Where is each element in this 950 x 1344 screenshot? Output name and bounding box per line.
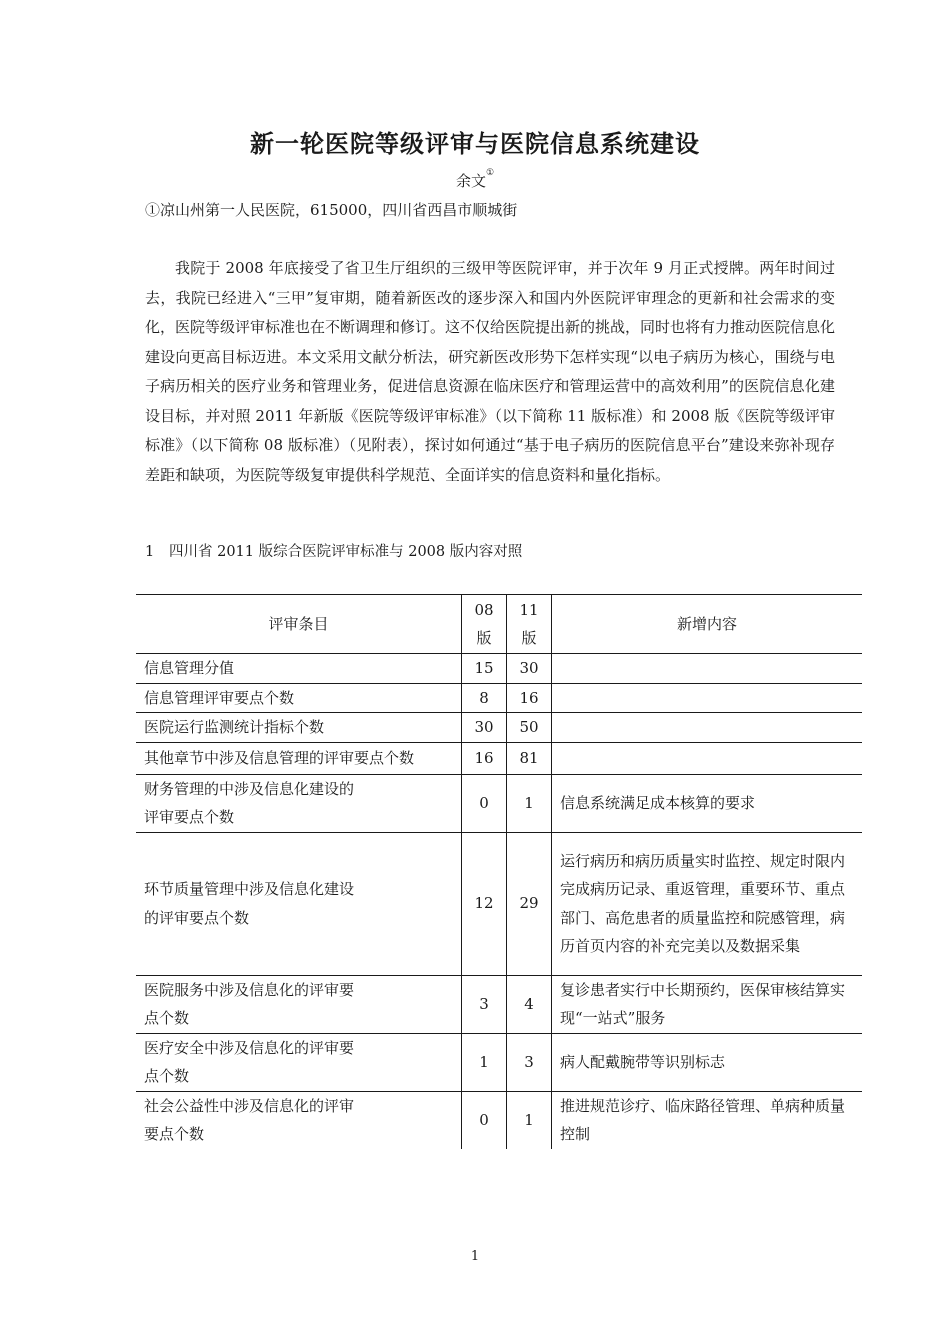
cell-item [136,832,462,975]
author-note-mark: ① [485,168,495,178]
cell-v11: 30 [507,654,552,684]
cell-item: 信息管理评审要点个数 [136,683,462,713]
cell-v11: 4 [507,975,552,1033]
header-v08: 08 版 [462,595,507,654]
cell-item: 信息管理分值 [136,654,462,684]
cell-v08: 15 [462,654,507,684]
cell-new-content: 运行病历和病历质量实时监控、规定时限内完成病历记录、重返管理，重要环节、重点部门、高危患者的质量监控和院感管理，病历首页内容的补充完美以及数据采集 [552,832,863,975]
cell-new-content [552,713,863,743]
cell-v11: 16 [507,683,552,713]
cell-item [136,975,462,1033]
cell-new-content: 病人配戴腕带等识别标志 [552,1033,863,1091]
article-title: 新一轮医院等级评审与医院信息系统建设 [250,130,700,158]
cell-item-text: 医疗安全中涉及信息化的评审要点个数 [144,1038,355,1085]
table-row [136,713,862,743]
cell-item-text: 医院服务中涉及信息化的评审要点个数 [144,980,355,1027]
cell-v11: 1 [507,774,552,832]
cell-item-text: 财务管理的中涉及信息化建设的评审要点个数 [144,779,355,826]
cell-item [136,1091,462,1149]
cell-v08: 0 [462,1091,507,1149]
header-v11: 11 版 [507,595,552,654]
table-row [136,774,862,832]
author-line [0,170,950,191]
cell-v11: 1 [507,1091,552,1149]
table-row [136,683,862,713]
cell-new-content: 复诊患者实行中长期预约，医保审核结算实现“一站式”服务 [552,975,863,1033]
cell-v11: 50 [507,713,552,743]
cell-v11: 29 [507,832,552,975]
section-heading [145,540,522,561]
cell-new-content [552,683,863,713]
cell-v08: 3 [462,975,507,1033]
cell-v08: 1 [462,1033,507,1091]
cell-item-text: 社会公益性中涉及信息化的评审要点个数 [144,1096,355,1144]
cell-v08: 12 [462,832,507,975]
abstract-paragraph: 我院于 2008 年底接受了省卫生厅组织的三级甲等医院评审，并于次年 9 月正式授牌。两年时间过去，我院已经进入“三甲”复审期，随着新医改的逐步深入和国内外医院评审理念的更新和社会需求的变化，医院等级评审标准也在不断调理和修订。这不仅给医院提出新的挑战，同时也将有力推动医院信息化建设向更高目标迈进。本文采用文献分析法，研究新医改形势下怎样实现“以电子病历为核心，围绕与电子病历相关的医疗业务和管理业务，促进信息资源在临床医疗和管理运营中的高效利用”的医院信息化建设目标，并对照 2011 年新版《医院等级评审标准》（以下简称 11 版标准）和 2008 版《医院等级评审标准》（以下简称 08 版标准）（见附表），探讨如何通过“基于电子病历的医院信息平台”建设来弥补现存差距和缺项，为医院等级复审提供科学规范、全面详实的信息资料和量化指标。 [145,259,836,484]
table-row [136,1091,862,1149]
header-new-content: 新增内容 [552,595,863,654]
table-body [136,654,862,1150]
table-row [136,975,862,1033]
cell-v08: 30 [462,713,507,743]
cell-new-content [552,654,863,684]
cell-item [136,1033,462,1091]
author-name: 余文 [455,172,486,190]
table-row [136,654,862,684]
cell-item: 其他章节中涉及信息管理的评审要点个数 [136,742,462,774]
cell-new-content: 推进规范诊疗、临床路径管理、单病种质量控制 [552,1091,863,1149]
table-row [136,832,862,975]
table-header-row [136,595,862,654]
cell-v11: 3 [507,1033,552,1091]
page-number: 1 [470,1249,480,1264]
table-row [136,742,862,774]
cell-v08: 8 [462,683,507,713]
cell-new-content: 信息系统满足成本核算的要求 [552,774,863,832]
cell-item-text: 环节质量管理中涉及信息化建设的评审要点个数 [144,880,355,927]
section-number: 1 [145,544,155,560]
comparison-table [136,594,862,1149]
cell-v11: 81 [507,742,552,774]
cell-item: 医院运行监测统计指标个数 [136,713,462,743]
section-title: 四川省 2011 版综合医院评审标准与 2008 版内容对照 [169,544,523,560]
cell-item [136,774,462,832]
cell-new-content [552,742,863,774]
author-affiliation: ①凉山州第一人民医院，615000，四川省西昌市顺城街 [145,201,518,219]
header-item: 评审条目 [136,595,462,654]
cell-v08: 0 [462,774,507,832]
table-row [136,1033,862,1091]
cell-v08: 16 [462,742,507,774]
